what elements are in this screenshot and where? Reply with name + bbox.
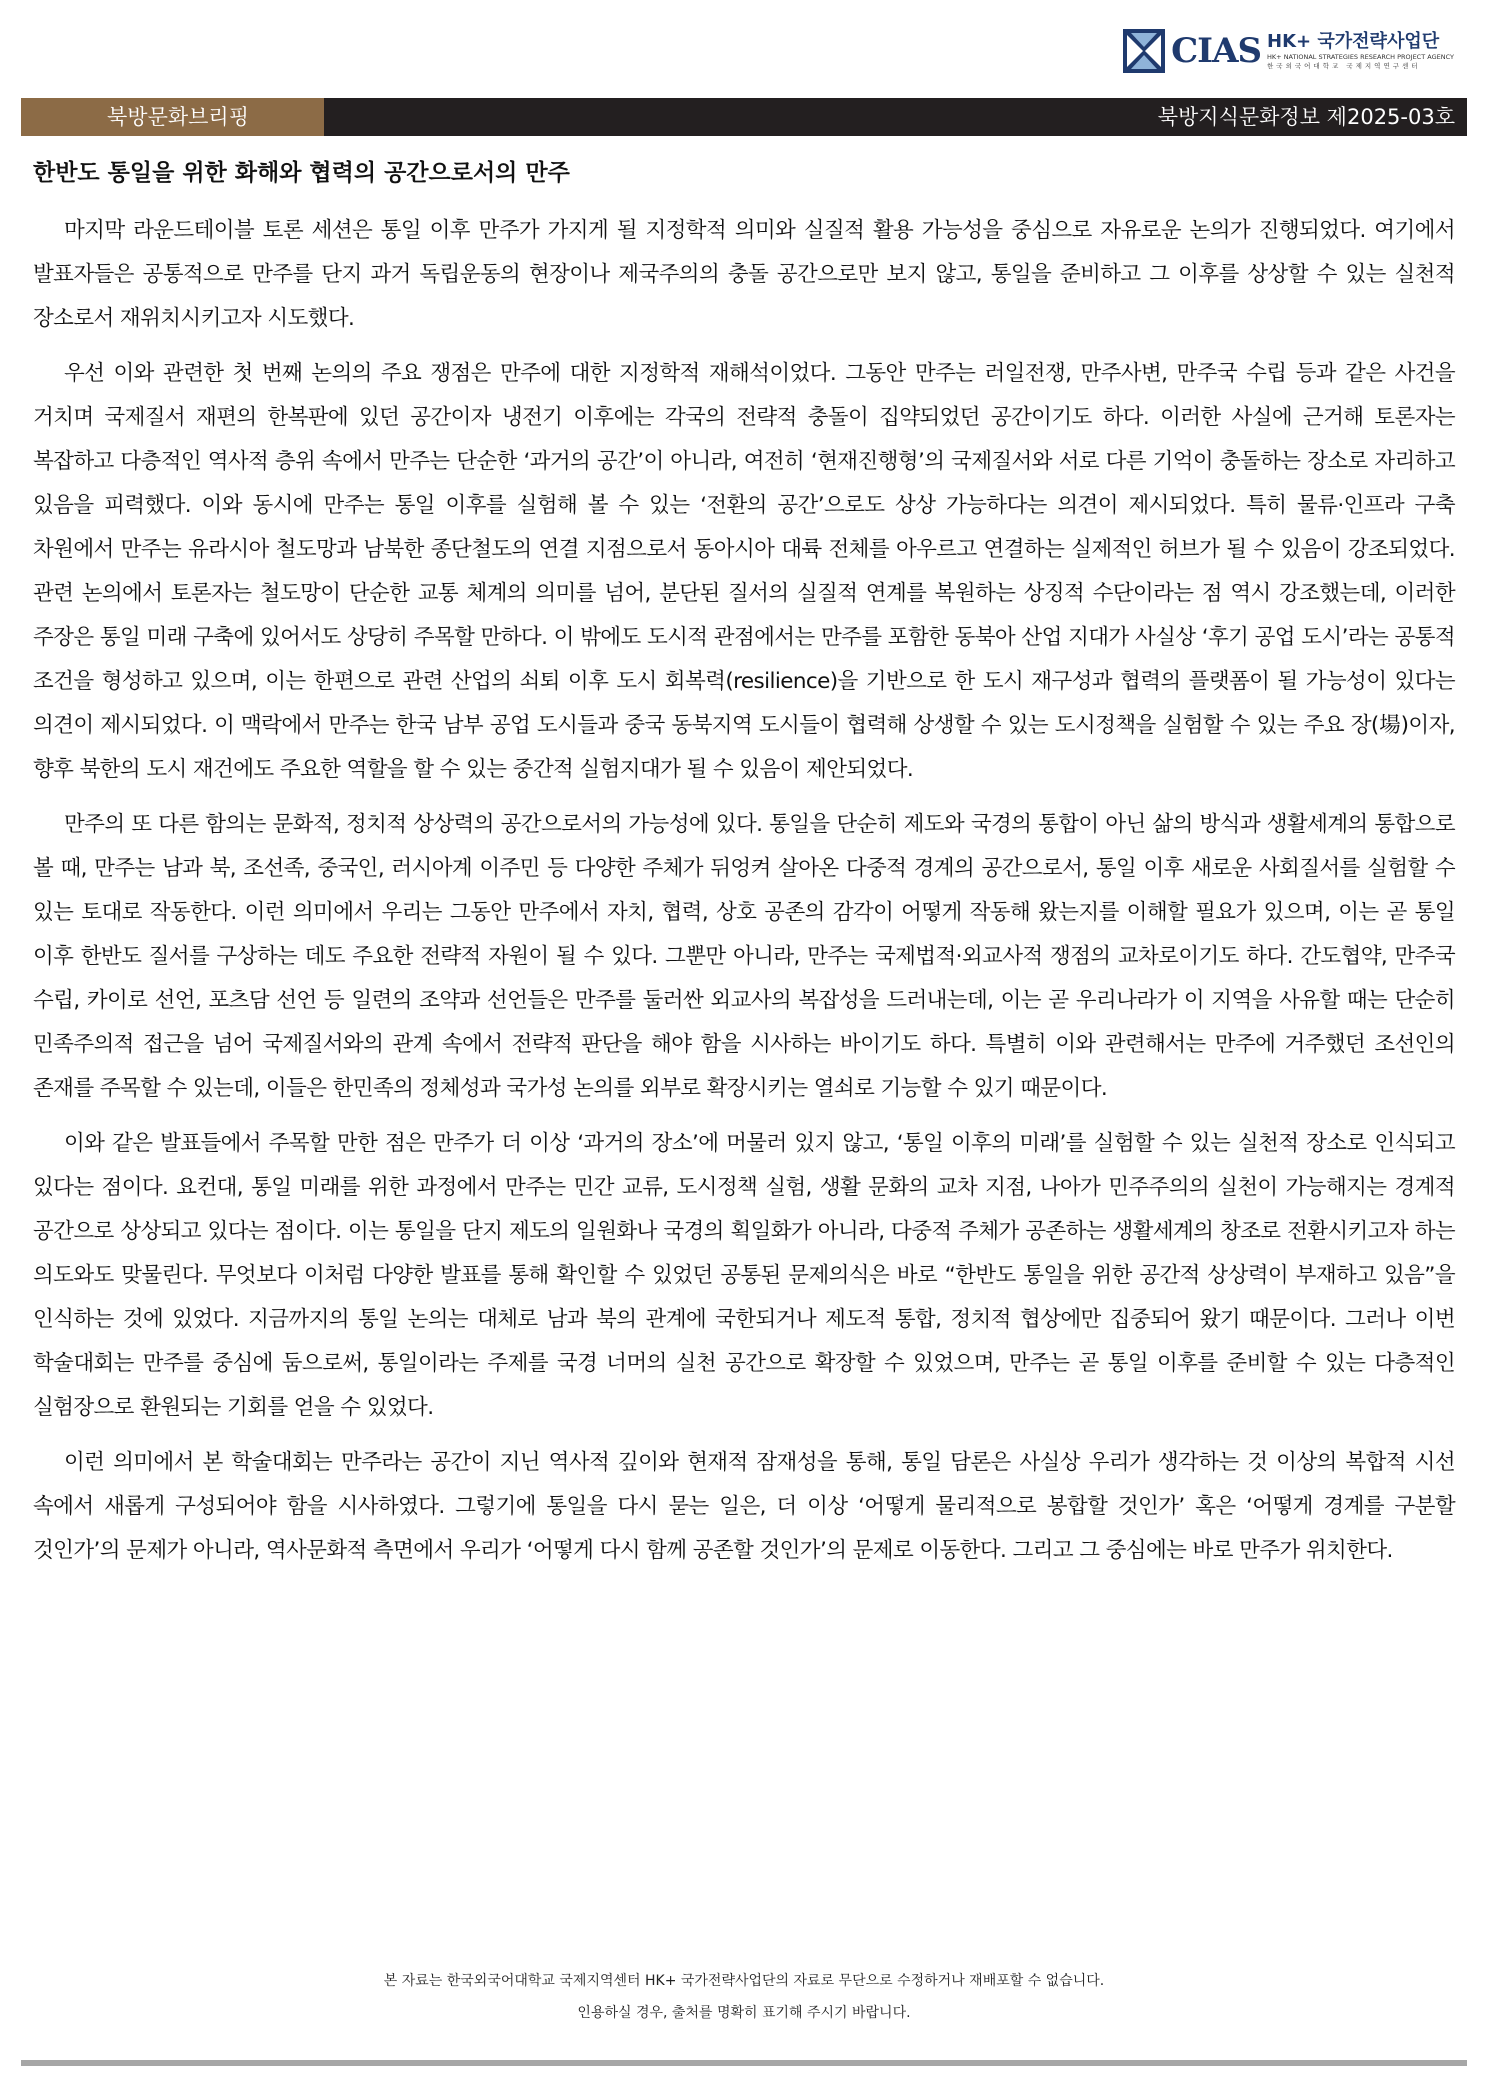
copyright-notice: 본 자료는 한국외국어대학교 국제지역센터 HK+ 국가전략사업단의 자료로 무단으로 수정하거나 재배포할 수 없습니다. [383,1973,1105,1989]
body-paragraph: 이와 같은 발표들에서 주목할 만한 점은 만주가 더 이상 ‘과거의 장소’에 머물러 있지 않고, ‘통일 이후의 미래’를 실험할 수 있는 실천적 장소로 인식되고 있다는 점이다. 요컨대, 통일 미래를 위한 과정에서 만주는 민간 교류, 도시정책 실험, 생활 문화의 교차 지점, 나아가 민주주의의 실천이 가능해지는 경계적 공간으로 상상되고 있다는 점이다. 이는 통일을 단지 제도의 일원화나 국경의 획일화가 아니라, 다중적 주체가 공존하는 생활세계의 창조로 전환시키고자 하는 의도와도 맞물린다. 무엇보다 이처럼 다양한 발표를 통해 확인할 수 있었던 공통된 문제의식은 바로 “한반도 통일을 위한 공간적 상상력이 부재하고 있음”을 인식하는 것에 있었다. 지금까지의 통일 논의는 대체로 남과 북의 관계에 국한되거나 제도적 통합, 정치적 협상에만 집중되어 왔기 때문이다. 그러나 이번 학술대회는 만주를 중심에 둠으로써, 통일이라는 주제를 국경 너머의 실천 공간으로 확장할 수 있었으며, 만주는 곧 통일 이후를 준비할 수 있는 다층적인 실험장으로 환원되는 기회를 얻을 수 있었다. [33,1131,1455,1420]
article-body [33,209,1455,1584]
logo-subtitle-ko: 한국외국어대학교 국제지역연구센터 [1267,62,1421,70]
bottom-divider [21,2060,1467,2066]
cias-emblem-icon [1121,27,1167,75]
issue-number: 북방지식문화정보 제2025-03호 [324,98,1467,136]
body-paragraph: 이런 의미에서 본 학술대회는 만주라는 공간이 지닌 역사적 깊이와 현재적 잠재성을 통해, 통일 담론은 사실상 우리가 생각하는 것 이상의 복합적 시선 속에서 새롭게 구성되어야 함을 시사하였다. 그렇기에 통일을 다시 묻는 일은, 더 이상 ‘어떻게 물리적으로 봉합할 것인가’ 혹은 ‘어떻게 경계를 구분할 것인가’의 문제가 아니라, 역사문화적 측면에서 우리가 ‘어떻게 다시 함께 공존할 것인가’의 문제로 이동한다. 그리고 그 중심에는 바로 만주가 위치한다. [33,1450,1455,1563]
body-paragraph: 만주의 또 다른 함의는 문화적, 정치적 상상력의 공간으로서의 가능성에 있다. 통일을 단순히 제도와 국경의 통합이 아닌 삶의 방식과 생활세계의 통합으로 볼 때, 만주는 남과 북, 조선족, 중국인, 러시아계 이주민 등 다양한 주체가 뒤엉켜 살아온 다중적 경계의 공간으로서, 통일 이후 새로운 사회질서를 실험할 수 있는 토대로 작동한다. 이런 의미에서 우리는 그동안 만주에서 자치, 협력, 상호 공존의 감각이 어떻게 작동해 왔는지를 이해할 필요가 있으며, 이는 곧 통일 이후 한반도 질서를 구상하는 데도 주요한 전략적 자원이 될 수 있다. 그뿐만 아니라, 만주는 국제법적·외교사적 쟁점의 교차로이기도 하다. 간도협약, 만주국 수립, 카이로 선언, 포츠담 선언 등 일련의 조약과 선언들은 만주를 둘러싼 외교사의 복잡성을 드러내는데, 이는 곧 우리나라가 이 지역을 사유할 때는 단순히 민족주의적 접근을 넘어 국제질서와의 관계 속에서 전략적 판단을 해야 함을 시사하는 바이기도 하다. 특별히 이와 관련해서는 만주에 거주했던 조선인의 존재를 주목할 수 있는데, 이들은 한민족의 정체성과 국가성 논의를 외부로 확장시키는 열쇠로 기능할 수 있기 때문이다. [33,812,1455,1101]
category-label: 북방문화브리핑 [21,98,324,136]
header-bar [21,98,1467,136]
citation-notice: 인용하실 경우, 출처를 명확히 표기해 주시기 바랍니다. [577,2005,911,2021]
logo-text-block [1267,31,1454,71]
body-paragraph: 우선 이와 관련한 첫 번째 논의의 주요 쟁점은 만주에 대한 지정학적 재해석이었다. 그동안 만주는 러일전쟁, 만주사변, 만주국 수립 등과 같은 사건을 거치며 국제질서 재편의 한복판에 있던 공간이자 냉전기 이후에는 각국의 전략적 충돌이 집약되었던 공간이기도 하다. 이러한 사실에 근거해 토론자는 복잡하고 다층적인 역사적 층위 속에서 만주는 단순한 ‘과거의 공간’이 아니라, 여전히 ‘현재진행형’의 국제질서와 서로 다른 기억이 충돌하는 장소로 자리하고 있음을 피력했다. 이와 동시에 만주는 통일 이후를 실험해 볼 수 있는 ‘전환의 공간’으로도 상상 가능하다는 의견이 제시되었다. 특히 물류·인프라 구축 차원에서 만주는 유라시아 철도망과 남북한 종단철도의 연결 지점으로서 동아시아 대륙 전체를 아우르고 연결하는 실제적인 허브가 될 수 있음이 강조되었다. 관련 논의에서 토론자는 철도망이 단순한 교통 체계의 의미를 넘어, 분단된 질서의 실질적 연계를 복원하는 상징적 수단이라는 점 역시 강조했는데, 이러한 주장은 통일 미래 구축에 있어서도 상당히 주목할 만하다. 이 밖에도 도시적 관점에서는 만주를 포함한 동북아 산업 지대가 사실상 ‘후기 공업 도시’라는 공통적 조건을 형성하고 있으며, 이는 한편으로 관련 산업의 쇠퇴 이후 도시 회복력(resilience)을 기반으로 한 도시 재구성과 협력의 플랫폼이 될 가능성이 있다는 의견이 제시되었다. 이 맥락에서 만주는 한국 남부 공업 도시들과 중국 동북지역 도시들이 협력해 상생할 수 있는 도시정책을 실험할 수 있는 주요 장(場)이자, 향후 북한의 도시 재건에도 주요한 역할을 할 수 있는 중간적 실험지대가 될 수 있음이 제안되었다. [33,361,1455,782]
logo-title: HK+ 국가전략사업단 [1267,31,1440,52]
cias-logo [1121,26,1454,76]
logo-subtitle-en: HK+ NATIONAL STRATEGIES RESEARCH PROJECT AGENCY [1267,53,1454,61]
body-paragraph: 마지막 라운드테이블 토론 세션은 통일 이후 만주가 가지게 될 지정학적 의미와 실질적 활용 가능성을 중심으로 자유로운 논의가 진행되었다. 여기에서 발표자들은 공통적으로 만주를 단지 과거 독립운동의 현장이나 제국주의의 충돌 공간으로만 보지 않고, 통일을 준비하고 그 이후를 상상할 수 있는 실천적 장소로서 재위치시키고자 시도했다. [33,218,1455,331]
article-title: 한반도 통일을 위한 화해와 협력의 공간으로서의 만주 [33,160,570,186]
logo-acronym: CIAS [1171,31,1262,71]
